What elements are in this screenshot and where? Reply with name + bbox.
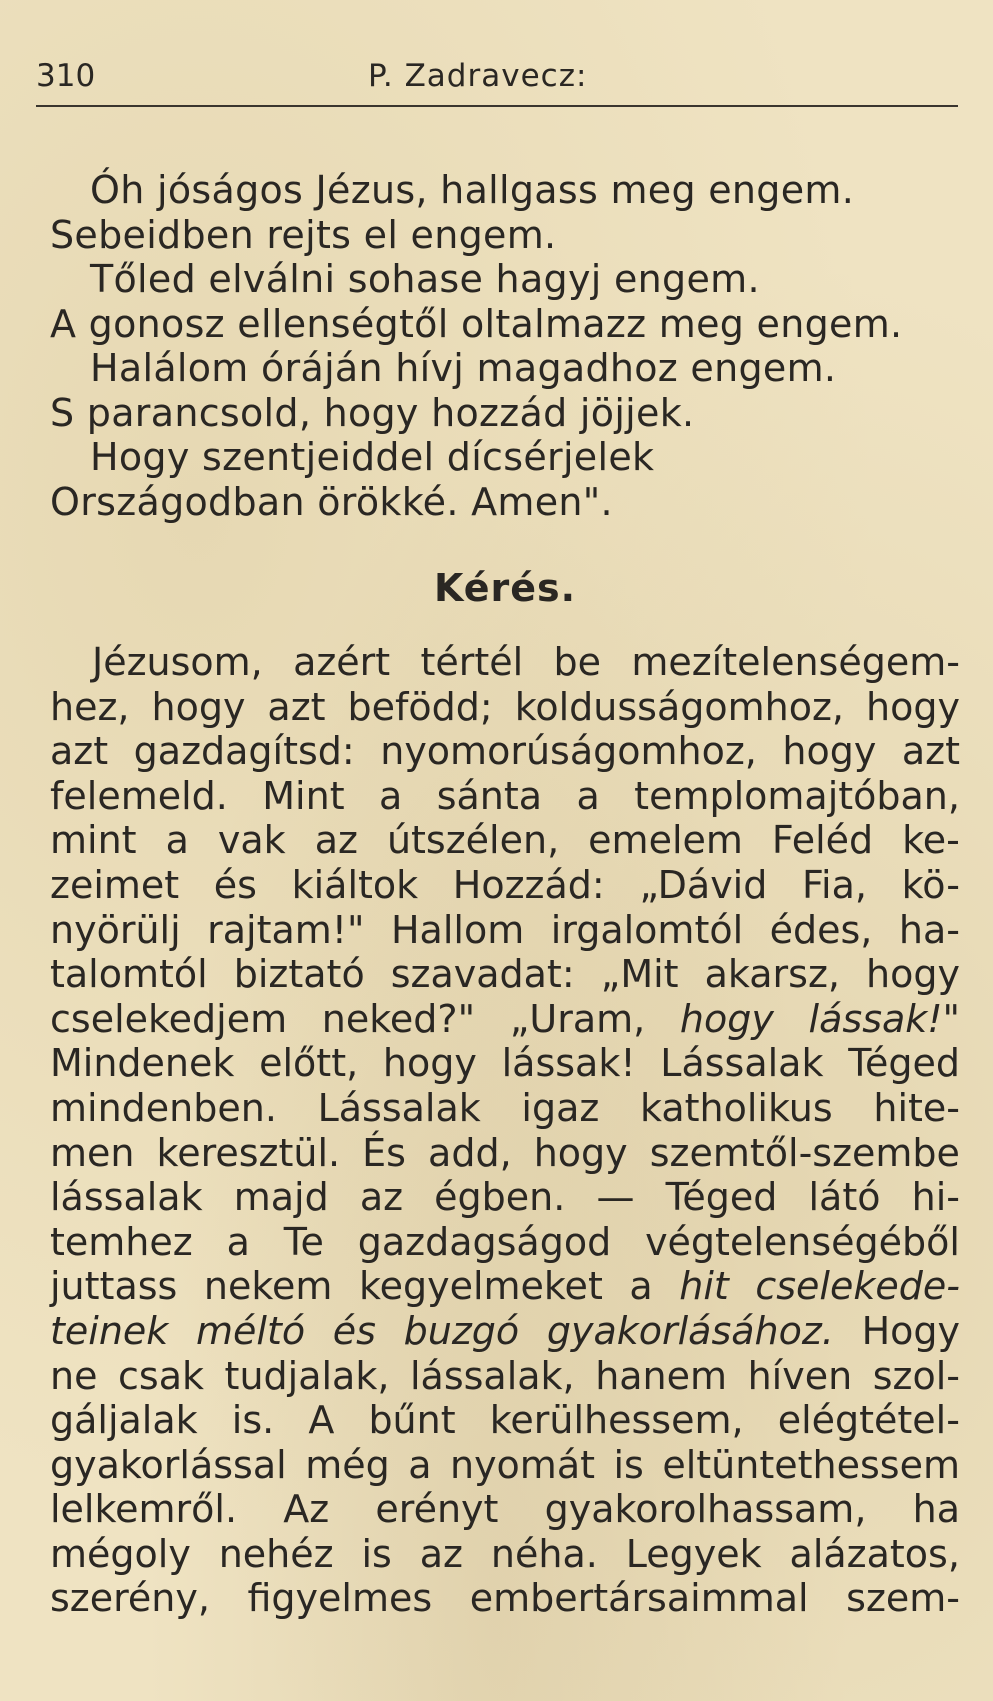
prose-word: Legyek bbox=[625, 1531, 762, 1576]
prose-line bbox=[50, 863, 960, 908]
prose-word: majd bbox=[233, 1175, 329, 1220]
prose-word: is bbox=[361, 1531, 392, 1576]
prose-word: ke- bbox=[902, 818, 960, 863]
prose-word: Az bbox=[283, 1487, 330, 1532]
prose-word: lássalak, bbox=[409, 1353, 575, 1398]
prose-line bbox=[50, 1175, 960, 1220]
prose-word: hi- bbox=[911, 1175, 960, 1220]
prose-word: előtt, bbox=[259, 1041, 359, 1086]
prose-word: látó bbox=[808, 1175, 881, 1220]
prose-word: emelem bbox=[588, 818, 743, 863]
prose-word: az bbox=[359, 1175, 404, 1220]
prose-word: Mindenek bbox=[50, 1041, 235, 1086]
prose-word: kö- bbox=[901, 862, 960, 907]
prose-word: hogy bbox=[533, 1130, 628, 1175]
prose-paragraph bbox=[50, 640, 960, 1621]
prose-word: gáljalak bbox=[50, 1398, 198, 1443]
prose-word: templomajtóban, bbox=[634, 773, 960, 818]
prose-word: ha- bbox=[898, 907, 960, 952]
prose-line bbox=[50, 1309, 960, 1354]
prose-word: — bbox=[596, 1175, 635, 1220]
prose-word: az bbox=[314, 818, 358, 863]
prose-word: Lássalak bbox=[660, 1041, 824, 1086]
prose-word: hogy bbox=[151, 684, 246, 729]
prose-word: a bbox=[379, 773, 403, 818]
running-title: P. Zadravecz: bbox=[368, 58, 588, 94]
prose-line bbox=[50, 1354, 960, 1399]
prose-word: szem- bbox=[846, 1576, 960, 1621]
prose-word: figyelmes bbox=[247, 1576, 433, 1621]
prose-line bbox=[50, 1131, 960, 1176]
prose-word: tértél bbox=[420, 640, 524, 684]
prose-word: alázatos, bbox=[789, 1531, 960, 1576]
prose-word: a bbox=[226, 1219, 250, 1264]
prose-word: rajtam!" bbox=[207, 907, 365, 952]
prose-word: a bbox=[408, 1442, 432, 1487]
prose-word: igaz bbox=[521, 1085, 600, 1130]
prose-word: talomtól bbox=[50, 952, 208, 997]
prose-word: embertársaimmal bbox=[469, 1576, 809, 1621]
prose-word: azt bbox=[901, 729, 960, 774]
poem-line: A gonosz ellenségtől oltalmazz meg engem. bbox=[50, 301, 903, 346]
prose-word: Téged bbox=[665, 1175, 778, 1220]
prayer-poem bbox=[50, 168, 960, 524]
prose-word: hogy bbox=[679, 996, 774, 1041]
prose-word: a bbox=[576, 773, 600, 818]
prose-line bbox=[50, 1398, 960, 1443]
prose-word: add, bbox=[428, 1130, 512, 1175]
prose-word: És bbox=[362, 1130, 406, 1175]
page-number: 310 bbox=[36, 58, 96, 94]
prose-word: elégtétel- bbox=[777, 1398, 960, 1443]
prose-word: Téged bbox=[848, 1041, 960, 1086]
prose-word: néha. bbox=[490, 1531, 598, 1576]
prose-word: „Mit bbox=[600, 952, 679, 997]
prose-word: vak bbox=[217, 818, 286, 863]
prose-word: hogy bbox=[865, 684, 960, 729]
prose-word: nyörülj bbox=[50, 907, 181, 952]
prose-word: Feléd bbox=[771, 818, 874, 863]
prose-word: ha bbox=[912, 1487, 960, 1532]
prose-word: befödd; bbox=[347, 684, 493, 729]
prose-word: cselekedjem bbox=[50, 996, 288, 1041]
prose-word: eltüntethessem bbox=[662, 1442, 960, 1487]
prose-word: gyakorolhassam, bbox=[544, 1487, 867, 1532]
prose-word: ne bbox=[50, 1353, 98, 1398]
prose-word: és bbox=[332, 1308, 376, 1353]
prose-word: hogy bbox=[382, 1041, 477, 1086]
prose-word: lássalak bbox=[50, 1175, 203, 1220]
prose-word: „Uram, bbox=[509, 996, 646, 1041]
prose-word: hogy bbox=[865, 952, 960, 997]
prose-line bbox=[50, 729, 960, 774]
prose-word: buzgó bbox=[403, 1308, 520, 1353]
prose-word: mint bbox=[50, 818, 137, 863]
prose-word: lelkemről. bbox=[50, 1487, 238, 1532]
prose-word: és bbox=[213, 862, 257, 907]
prose-line bbox=[50, 908, 960, 953]
prose-line bbox=[50, 818, 960, 863]
prose-word: azt bbox=[50, 729, 109, 774]
prose-word: lássak!" bbox=[808, 996, 960, 1041]
prose-word: kegyelmeket bbox=[358, 1264, 603, 1309]
prose-word: Lássalak bbox=[317, 1085, 481, 1130]
poem-line: Sebeidben rejts el engem. bbox=[50, 212, 557, 257]
prose-word: zeimet bbox=[50, 862, 180, 907]
prose-word: nyomát bbox=[449, 1442, 596, 1487]
prose-word: hite- bbox=[873, 1085, 960, 1130]
prose-line bbox=[50, 685, 960, 730]
prose-word: hogy bbox=[782, 729, 877, 774]
poem-line: Hogy szentjeiddel dícsérjelek bbox=[90, 435, 655, 479]
prose-word: akarsz, bbox=[704, 952, 840, 997]
prose-word: édes, bbox=[769, 907, 873, 952]
prose-word: Hogy bbox=[861, 1308, 960, 1353]
prose-word: cselekede- bbox=[755, 1264, 960, 1309]
prose-word: is. bbox=[231, 1398, 275, 1443]
prose-word: szavadat: bbox=[390, 952, 575, 997]
prose-word: hit bbox=[679, 1264, 729, 1309]
prose-word: A bbox=[308, 1398, 335, 1443]
prose-word: a bbox=[629, 1264, 653, 1309]
prose-word: nyomorúságomhoz, bbox=[380, 729, 757, 774]
poem-line: S parancsold, hogy hozzád jöjjek. bbox=[50, 390, 695, 435]
prose-word: gyakorlással bbox=[50, 1442, 287, 1487]
prose-line bbox=[50, 997, 960, 1042]
prose-word: csak bbox=[118, 1353, 204, 1398]
prose-line bbox=[50, 1487, 960, 1532]
prose-word: lássak! bbox=[501, 1041, 636, 1086]
prose-word: is bbox=[613, 1442, 644, 1487]
poem-line: Óh jóságos Jézus, hallgass meg engem. bbox=[90, 168, 855, 212]
prose-line bbox=[50, 1041, 960, 1086]
prose-word: útszélen, bbox=[386, 818, 560, 863]
prose-word: méltó bbox=[195, 1308, 306, 1353]
prose-word: teinek bbox=[50, 1308, 169, 1353]
prose-word: koldusságomhoz, bbox=[514, 684, 844, 729]
prose-word: gyakorlásához. bbox=[546, 1308, 834, 1353]
prose-word: Hozzád: bbox=[452, 862, 605, 907]
prose-line bbox=[50, 952, 960, 997]
prose-line bbox=[50, 1086, 960, 1131]
prose-line bbox=[50, 1576, 960, 1621]
prose-word: „Dávid bbox=[639, 862, 768, 907]
prose-word: kerülhessem, bbox=[489, 1398, 744, 1443]
prose-word: gazdagságod bbox=[357, 1219, 612, 1264]
prose-word: mégoly bbox=[50, 1531, 191, 1576]
prose-word: azt bbox=[267, 684, 326, 729]
prose-line bbox=[50, 640, 960, 685]
prose-word: Hallom bbox=[390, 907, 525, 952]
prose-word: Mint bbox=[262, 773, 345, 818]
prose-word: irgalomtól bbox=[550, 907, 744, 952]
prose-word: Jézusom, bbox=[92, 640, 263, 684]
prose-word: a bbox=[165, 818, 189, 863]
poem-line: Országodban örökké. Amen". bbox=[50, 479, 613, 524]
prose-word: men bbox=[50, 1130, 135, 1175]
prose-word: bűnt bbox=[368, 1398, 456, 1443]
prose-line bbox=[50, 1220, 960, 1265]
prose-word: juttass bbox=[50, 1264, 178, 1309]
prose-word: mindenben. bbox=[50, 1085, 277, 1130]
prose-word: sánta bbox=[436, 773, 543, 818]
prose-word: katholikus bbox=[640, 1085, 833, 1130]
prose-word: hanem bbox=[595, 1353, 728, 1398]
prose-word: az bbox=[419, 1531, 463, 1576]
prose-word: gazdagítsd: bbox=[133, 729, 355, 774]
prose-line bbox=[50, 774, 960, 819]
page-header bbox=[36, 58, 958, 102]
page-body bbox=[50, 168, 960, 1621]
prose-word: nehéz bbox=[218, 1531, 334, 1576]
prose-word: mezítelenségem- bbox=[631, 640, 960, 684]
prose-word: Te bbox=[283, 1219, 324, 1264]
prose-line bbox=[50, 1264, 960, 1309]
prose-word: égben. bbox=[434, 1175, 566, 1220]
prose-line bbox=[50, 1532, 960, 1577]
prose-word: Fia, bbox=[801, 862, 867, 907]
poem-line: Tőled elválni sohase hagyj engem. bbox=[90, 257, 760, 301]
header-rule bbox=[36, 105, 958, 107]
prose-word: biztató bbox=[233, 952, 365, 997]
prose-word: keresztül. bbox=[156, 1130, 341, 1175]
prose-word: szol- bbox=[872, 1353, 960, 1398]
prose-word: felemeld. bbox=[50, 773, 228, 818]
prose-word: neked?" bbox=[321, 996, 476, 1041]
prose-word: tudjalak, bbox=[224, 1353, 390, 1398]
prose-word: végtelenségéből bbox=[645, 1219, 960, 1264]
poem-line: Halálom óráján hívj magadhoz engem. bbox=[90, 346, 837, 390]
prose-word: nekem bbox=[203, 1264, 333, 1309]
prose-word: erényt bbox=[375, 1487, 499, 1532]
section-heading: Kérés. bbox=[433, 566, 577, 610]
prose-word: szerény, bbox=[50, 1576, 210, 1621]
prose-word: szemtől-szembe bbox=[649, 1130, 960, 1175]
prose-word: kiáltok bbox=[291, 862, 419, 907]
prose-word: azért bbox=[293, 640, 391, 684]
prose-word: be bbox=[553, 640, 602, 684]
prose-word: híven bbox=[747, 1353, 853, 1398]
prose-word: még bbox=[305, 1442, 390, 1487]
prose-word: temhez bbox=[50, 1219, 193, 1264]
prose-line bbox=[50, 1443, 960, 1488]
prose-word: hez, bbox=[50, 684, 130, 729]
